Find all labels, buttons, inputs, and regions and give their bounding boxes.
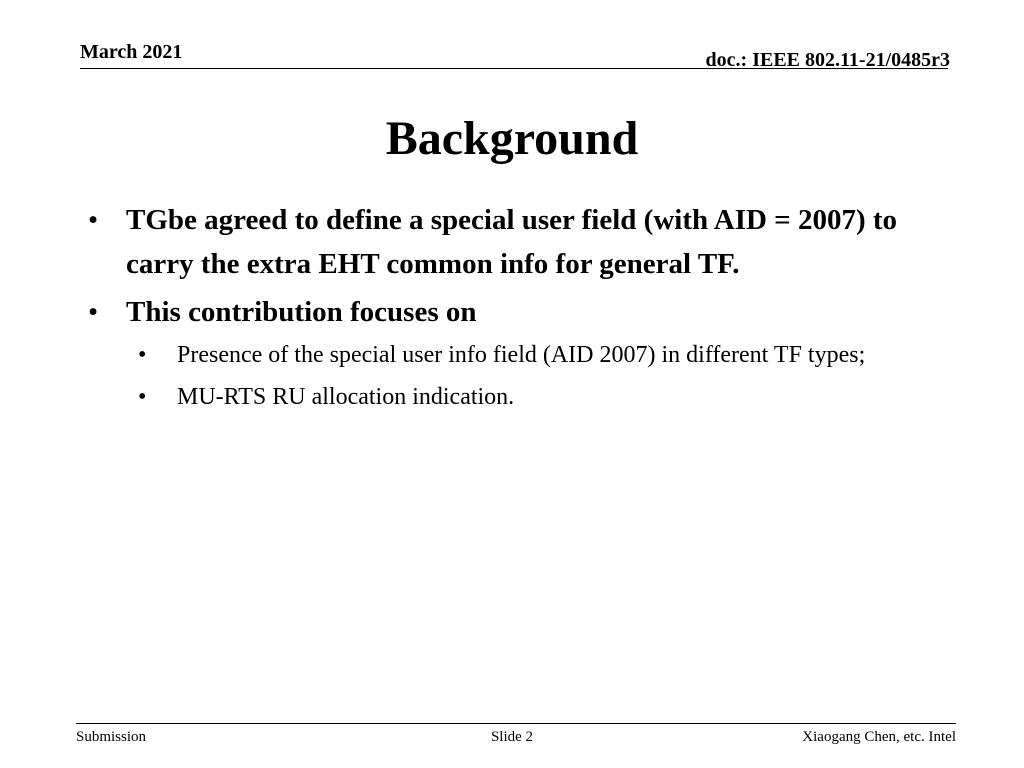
header-doc-id: doc.: IEEE 802.11-21/0485r3 [705, 49, 950, 71]
sub-bullet-item [80, 380, 940, 414]
sub-bullet-marker: • [138, 384, 147, 410]
bullet-text: TGbe agreed to define a special user field (with AID = 2007) to carry the extra EHT common info for general TF. [126, 204, 898, 280]
sub-bullet-container [80, 338, 940, 414]
header-divider [80, 68, 948, 69]
slide-title: Background [385, 112, 639, 165]
footer-submission: Submission [76, 729, 147, 745]
bullet-item [80, 198, 940, 286]
bullet-item [80, 290, 940, 334]
bullet-marker: • [88, 296, 99, 328]
sub-bullet-item [80, 338, 940, 372]
bullet-marker: • [88, 204, 99, 236]
header-date: March 2021 [80, 41, 183, 63]
sub-bullet-marker: • [138, 342, 147, 368]
bullet-text: This contribution focuses on [126, 296, 477, 328]
bullet-list [80, 198, 940, 422]
footer-author: Xiaogang Chen, etc. Intel [802, 729, 956, 745]
sub-bullet-text: MU-RTS RU allocation indication. [177, 384, 515, 410]
sub-bullet-list [80, 338, 940, 414]
sub-bullet-text: Presence of the special user info field (AID 2007) in different TF types; [177, 342, 866, 368]
footer-slide-number: Slide 2 [490, 729, 534, 745]
footer-divider [76, 723, 956, 724]
